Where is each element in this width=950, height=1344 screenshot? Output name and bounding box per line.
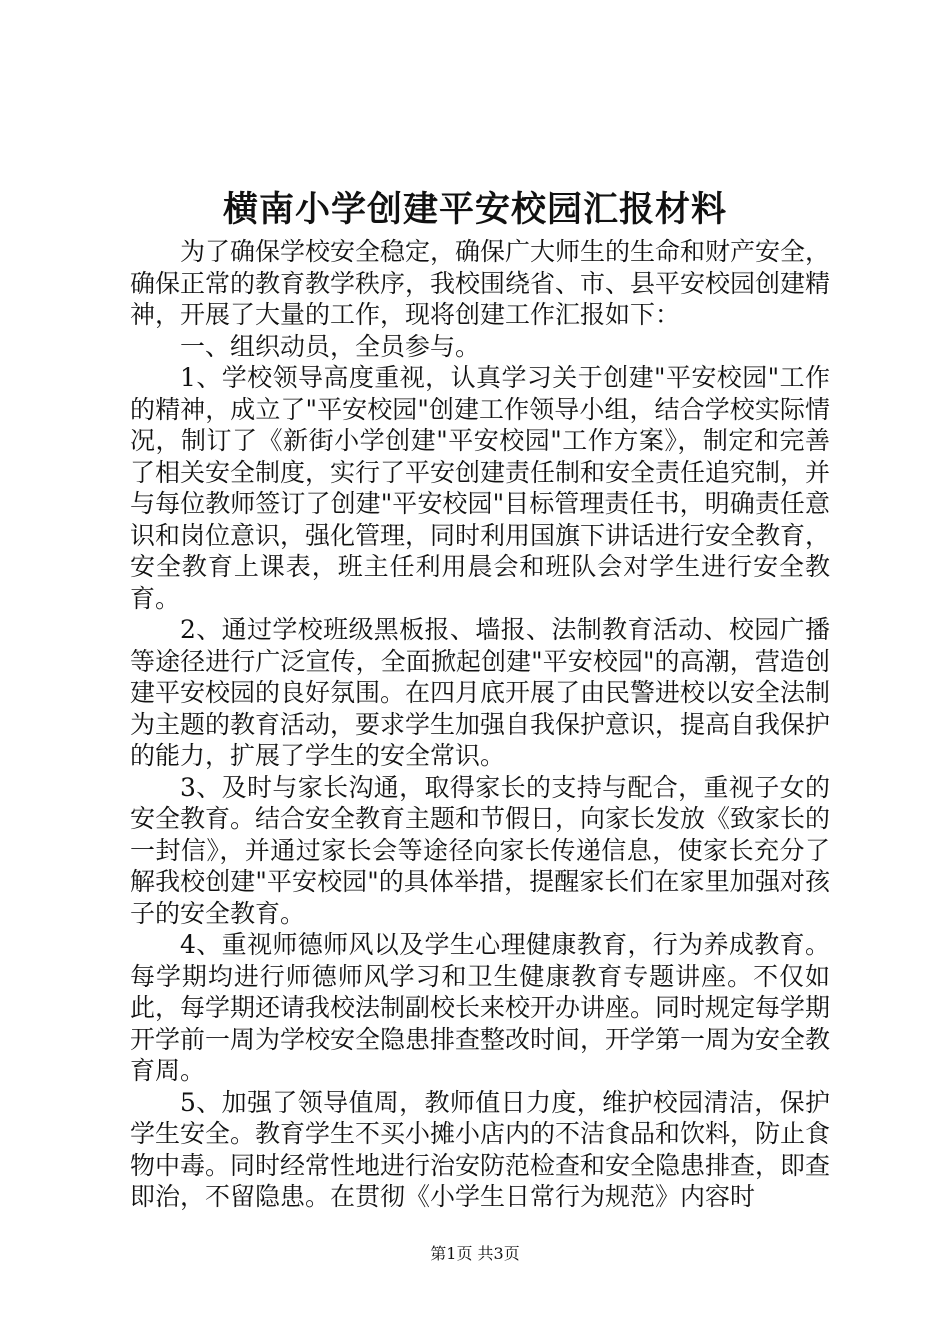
page-number-footer: 第1页 共3页 xyxy=(430,1244,520,1263)
paragraph-item-3: 3、及时与家长沟通，取得家长的支持与配合，重视子女的安全教育。结合安全教育主题和节假日，向家长发放《致家长的一封信》，并通过家长会等途径向家长传递信息，使家长充分了解我校创建"平安校园"的具体举措，提醒家长们在家里加强对孩子的安全教育。 xyxy=(130,772,831,928)
paragraph-item-4: 4、重视师德师风以及学生心理健康教育，行为养成教育。每学期均进行师德师风学习和卫生健康教育专题讲座。不仅如此，每学期还请我校法制副校长来校开办讲座。同时规定每学期开学前一周为学校安全隐患排查整改时间，开学第一周为安全教育周。 xyxy=(130,930,831,1085)
paragraph-item-1: 1、学校领导高度重视，认真学习关于创建"平安校园"工作的精神，成立了"平安校园"创建工作领导小组，结合学校实际情况，制订了《新街小学创建"平安校园"工作方案》，制定和完善了相关安全制度，实行了平安创建责任制和安全责任追究制，并与每位教师签订了创建"平安校园"目标管理责任书，明确责任意识和岗位意识，强化管理，同时利用国旗下讲话进行安全教育，安全教育上课表，班主任利用晨会和班队会对学生进行安全教育。 xyxy=(130,363,831,613)
document-title: 横南小学创建平安校园汇报材料 xyxy=(222,189,727,230)
paragraph-item-2: 2、通过学校班级黑板报、墙报、法制教育活动、校园广播等途径进行广泛宣传，全面掀起创建"平安校园"的高潮，营造创建平安校园的良好氛围。在四月底开展了由民警进校以安全法制为主题的教育活动，要求学生加强自我保护意识，提高自我保护的能力，扩展了学生的安全常识。 xyxy=(130,615,831,770)
intro-paragraph: 为了确保学校安全稳定，确保广大师生的生命和财产安全，确保正常的教育教学秩序，我校围绕省、市、县平安校园创建精神，开展了大量的工作，现将创建工作汇报如下： xyxy=(130,237,831,329)
document-body xyxy=(130,236,830,1213)
section-heading: 一、组织动员，全员参与。 xyxy=(180,331,481,361)
paragraph-item-5: 5、加强了领导值周，教师值日力度，维护校园清洁，保护学生安全。教育学生不买小摊小店内的不洁食品和饮料，防止食物中毒。同时经常性地进行治安防范检查和安全隐患排查，即查即治，不留隐患。在贯彻《小学生日常行为规范》内容时 xyxy=(130,1087,831,1211)
